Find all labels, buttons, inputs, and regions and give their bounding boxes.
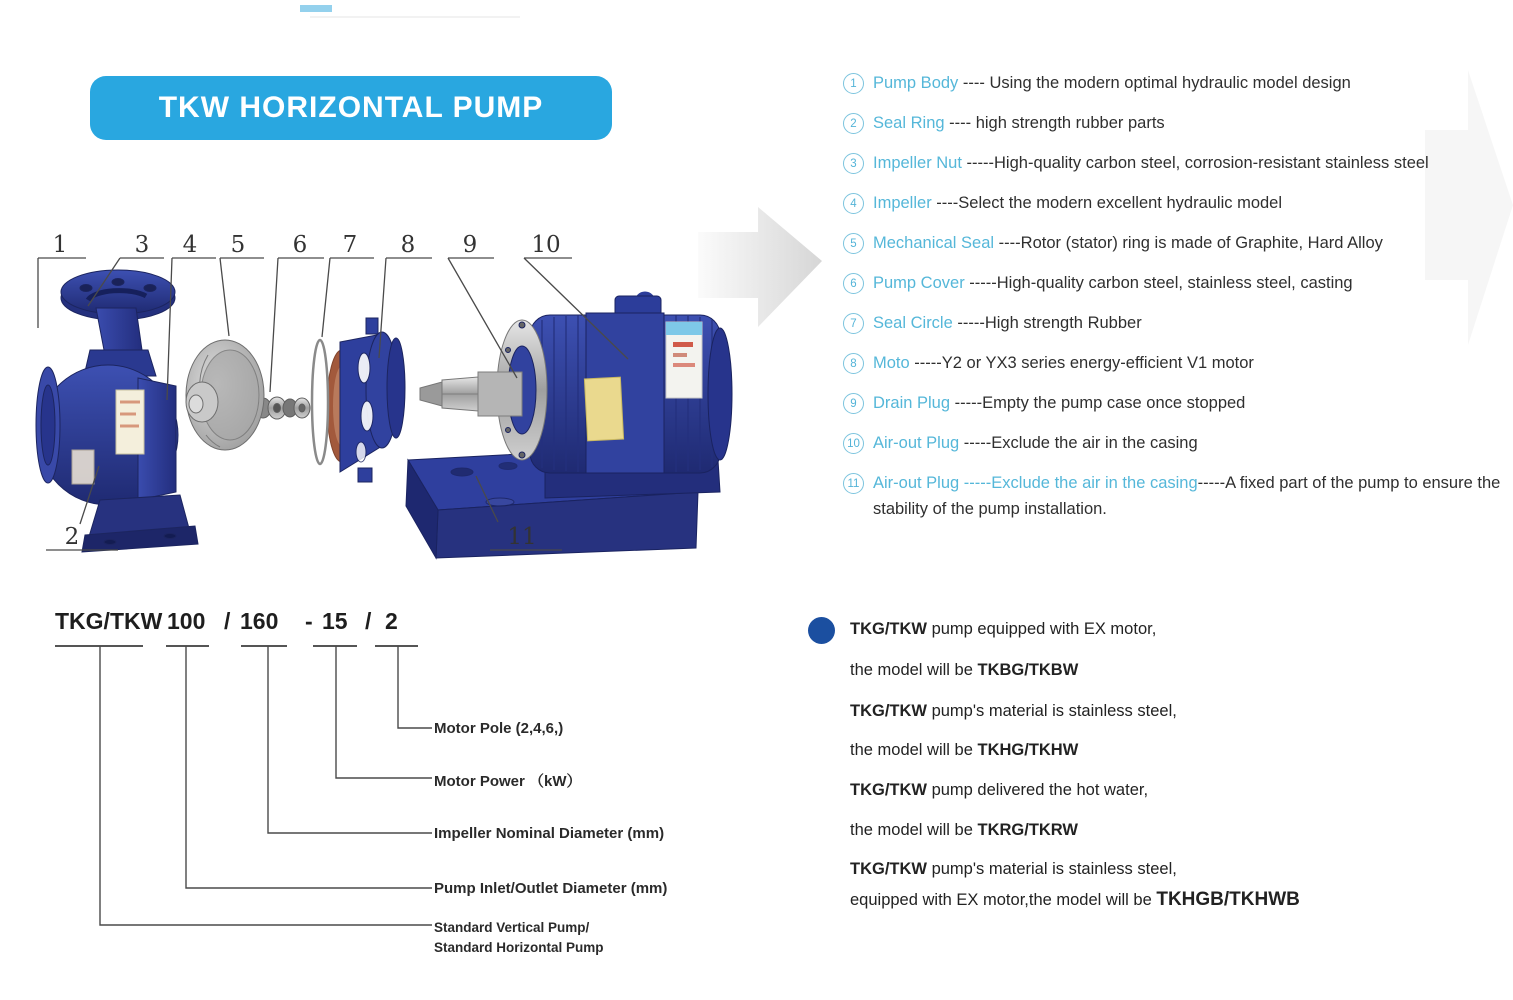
callout-1: 1 [52,232,68,258]
part-separator: ----- [950,394,983,412]
part-description: Empty the pump case once stopped [982,394,1246,412]
model-prefix: TKG/TKW [850,702,927,720]
part-list-item [843,230,1513,256]
label-motor-power: Motor Power （kW） [434,773,582,790]
part-description: Using the modern optimal hydraulic model design [989,74,1351,92]
part-number-badge: 3 [843,153,864,174]
model-token-slash: / [224,608,231,634]
part-separator: ---- [944,114,976,132]
variant-line: TKG/TKW pump delivered the hot water, [850,781,1149,799]
part-number-badge: 10 [843,433,864,454]
motor-shaft [420,372,522,416]
callout-2: 2 [64,524,80,550]
motor-sticker [666,322,702,398]
callout-5: 5 [230,232,246,258]
model-code: TKRG/TKRW [977,821,1078,839]
part-list-item [843,70,1513,96]
part-list-item [843,430,1513,456]
variant-line: the model will be TKHG/TKHW [850,741,1079,759]
model-code: TKHG/TKHW [977,741,1079,759]
label-impeller-diam: Impeller Nominal Diameter (mm) [434,825,665,842]
callout-9: 9 [462,232,478,258]
part-list-item [843,110,1513,136]
part-description: Exclude the air in the casing [991,434,1198,452]
parts-list [843,70,1513,536]
part-separator: ---- [994,234,1021,252]
callout-6: 6 [292,232,308,258]
part-list-item [843,310,1513,336]
part-name: Impeller [873,194,932,212]
part-name: Drain Plug [873,394,951,412]
part-list-item [843,390,1513,416]
model-token-dash: - [305,608,313,634]
model-prefix: TKG/TKW [850,860,927,878]
variant-line: the model will be TKRG/TKRW [850,821,1078,839]
part-name: Air-out Plug [873,474,960,492]
variant-line: TKG/TKW pump's material is stainless steel, [850,860,1177,878]
model-token-impeller: 160 [240,608,279,634]
part-description-blue: Exclude the air in the casing [991,474,1198,492]
model-token-power: 15 [322,608,348,634]
part-list-item [843,350,1513,376]
decorative-dash [300,5,332,12]
part-number-badge: 8 [843,353,864,374]
variant-line: the model will be TKBG/TKBW [850,661,1079,679]
part-name: Seal Ring [873,114,945,132]
model-token-series: TKG/TKW [55,608,163,634]
part-list-item [843,190,1513,216]
model-prefix: TKG/TKW [850,620,927,638]
part-name: Seal Circle [873,314,953,332]
part-description: High-quality carbon steel, corrosion-resistant stainless steel [994,154,1429,172]
part-number-badge: 6 [843,273,864,294]
part-description: high strength rubber parts [975,114,1165,132]
variant-line: TKG/TKW pump's material is stainless steel, [850,702,1177,720]
exploded-pump-diagram [30,210,770,560]
part-separator: ----- [959,434,992,452]
part-separator: ---- [931,194,959,212]
model-token-inlet: 100 [167,608,206,634]
part-number-badge: 5 [843,233,864,254]
label-inlet-outlet: Pump Inlet/Outlet Diameter (mm) [434,880,668,897]
pump-sticker [116,390,144,454]
part-name: Impeller Nut [873,154,962,172]
part-number-badge: 11 [843,473,864,494]
callout-3: 3 [134,232,150,258]
callout-4: 4 [182,232,198,258]
callout-11: 11 [507,524,537,550]
part-description: Rotor (stator) ring is made of Graphite, Hard Alloy [1020,234,1383,252]
part-list-item [843,270,1513,296]
variant-line: equipped with EX motor,the model will be TKHGB/TKHWB [850,889,1300,910]
part-number-badge: 4 [843,193,864,214]
part-number-badge: 7 [843,313,864,334]
part-separator: ----- [952,314,985,332]
part-list-item [843,150,1513,176]
part-description: Select the modern excellent hydraulic model [958,194,1283,212]
model-token-pole: 2 [385,608,398,634]
callout-8: 8 [400,232,416,258]
part-name: Pump Cover [873,274,965,292]
model-code-large: TKHGB/TKHWB [1156,889,1300,910]
part-name: Air-out Plug [873,434,960,452]
callout-10: 10 [531,232,561,258]
label-pump-type-line1: Standard Vertical Pump/ [434,920,590,935]
model-code-tree [50,638,440,938]
part-number-badge: 9 [843,393,864,414]
part-description: High strength Rubber [984,314,1142,332]
part-separator: ----- [964,274,997,292]
decorative-line [310,16,520,18]
part-list-item [843,470,1513,522]
part-name: Pump Body [873,74,959,92]
title-banner [90,76,612,140]
page-title: TKW HORIZONTAL PUMP [158,91,544,124]
part-separator: ----- [961,154,995,172]
part-separator: ----- [909,354,942,372]
part-name: Moto [873,354,910,372]
pump-body [36,270,198,552]
part-number-badge: 2 [843,113,864,134]
part-description: Y2 or YX3 series energy-efficient V1 motor [941,354,1254,372]
bullet-dot [808,617,835,644]
model-prefix: TKG/TKW [850,781,927,799]
label-pump-type-line2: Standard Horizontal Pump [434,940,604,956]
pump-cover [327,318,405,482]
part-separator: ---- [958,74,990,92]
o-ring-gasket [312,340,328,464]
part-name: Mechanical Seal [873,234,995,252]
part-number-badge: 1 [843,73,864,94]
label-pump-type [434,918,604,959]
motor-nameplate [584,377,623,441]
model-token-slash2: / [365,608,372,634]
label-motor-pole: Motor Pole (2,4,6,) [434,720,564,737]
variant-line: TKG/TKW pump equipped with EX motor, [850,620,1157,638]
part-separator: ----- [959,474,992,492]
part-description: High-quality carbon steel, stainless steel, casting [996,274,1353,292]
model-code: TKBG/TKBW [977,661,1079,679]
callout-7: 7 [342,232,358,258]
part-description: -----A fixed part of the pump to ensure the stability of the pump installation. [873,474,1501,518]
